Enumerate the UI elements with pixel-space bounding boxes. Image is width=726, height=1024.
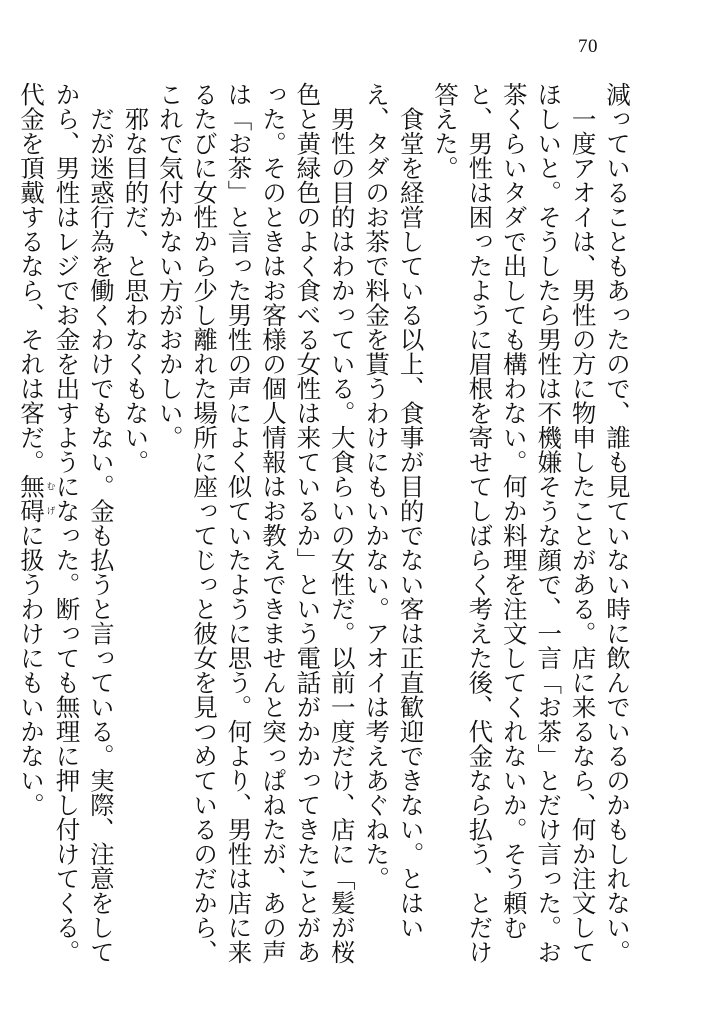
- paragraph-2: 一度アオイは、男性の方に物申したことがある。店に来るなら、何か注文してほしいと。そうしたら男性は不機嫌そうな顔で、一言「お茶」とだけ言った。お茶くらいタダで出しても構わない。何か料理を注文してくれないか。そう頼むと、男性は困ったように眉根を寄せてしばらく考えた後、代金なら払う、とだけ答えた。: [430, 82, 598, 964]
- paragraph-4: 男性の目的はわかっている。大食らいの女性だ。以前一度だけ、店に「髪が桜色と黄緑色のよく食べる女性は来ているか」という電話がかかってきたことがあった。そのときはお客様の個人情報はお教えできませんと突っぱねたが、あの声は「お茶」と言った男性の声によく似ていたように思う。何より、男性は店に来るたびに女性から少し離れた場所に座ってじっと彼女を見つめているのだから、これで気付かない方がおかしい。: [155, 82, 357, 964]
- ruby-base: 無碍: [17, 474, 46, 523]
- novel-text-block: [17, 82, 634, 982]
- paragraph-6-body: だが迷惑行為を働くわけでもない。金も払うと言っている。実際、注意をしてから、男性はレジでお金を出すようになった。断っても無理に押し付けてくる。代金を頂戴するなら、それは客だ。: [17, 82, 116, 964]
- paragraph-5: 邪な目的だ、と思わなくもない。: [121, 82, 151, 474]
- paragraph-6-tail: に扱うわけにもいかない。: [17, 523, 46, 817]
- paragraph-6: [14, 82, 118, 982]
- paragraph-1: 減っていることもあったので、誰も見ていない時に飲んでいるのかもしれない。: [603, 82, 632, 964]
- ruby-word: [17, 474, 55, 523]
- page-number: 70: [578, 36, 598, 57]
- ruby-reading: むげ: [44, 474, 55, 523]
- paragraph-3: 食堂を経営している以上、食事が目的でない客は正直歓迎できない。とはいえ、タダのお茶で料金を貰うわけにもいかない。アオイは考えあぐねた。: [362, 82, 426, 940]
